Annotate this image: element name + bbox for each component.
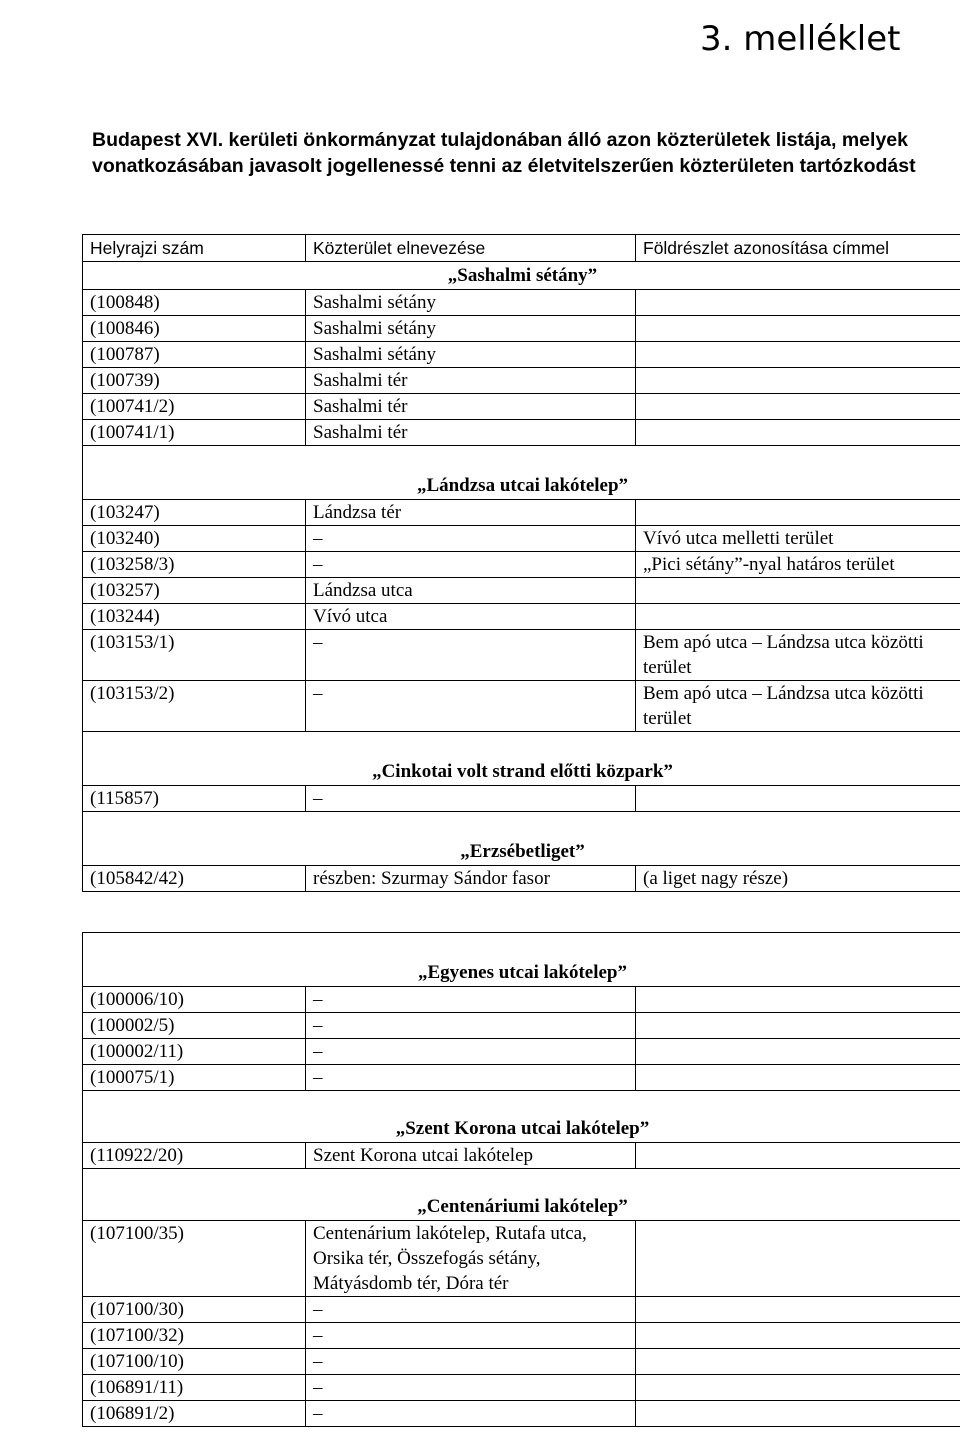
public-space-name: – bbox=[306, 987, 636, 1013]
public-space-name: Lándzsa tér bbox=[306, 500, 636, 526]
lot-number: (107100/30) bbox=[83, 1297, 306, 1323]
public-spaces-table bbox=[82, 234, 960, 892]
public-space-name: – bbox=[306, 1065, 636, 1091]
lot-number: (107100/32) bbox=[83, 1323, 306, 1349]
table-row bbox=[83, 786, 960, 812]
table-row bbox=[83, 420, 960, 446]
public-space-name: Sashalmi sétány bbox=[306, 342, 636, 368]
header-lot-number: Helyrajzi szám bbox=[83, 235, 306, 262]
lot-number: (100741/2) bbox=[83, 394, 306, 420]
table-row bbox=[83, 1013, 960, 1039]
parcel-address bbox=[636, 604, 960, 630]
section-row bbox=[83, 732, 960, 786]
section-row bbox=[83, 1169, 960, 1221]
public-space-name: – bbox=[306, 1349, 636, 1375]
table-header-row bbox=[83, 235, 960, 262]
lot-number: (100741/1) bbox=[83, 420, 306, 446]
table-row bbox=[83, 1065, 960, 1091]
header-public-space-name: Közterület elnevezése bbox=[306, 235, 636, 262]
public-space-name: – bbox=[306, 786, 636, 812]
table-row bbox=[83, 394, 960, 420]
lot-number: (115857) bbox=[83, 786, 306, 812]
parcel-address bbox=[636, 420, 960, 446]
parcel-address bbox=[636, 1349, 960, 1375]
lot-number: (105842/42) bbox=[83, 866, 306, 892]
section-row bbox=[83, 933, 960, 987]
parcel-address: „Pici sétány”-nyal határos terület bbox=[636, 552, 960, 578]
public-space-name: – bbox=[306, 1039, 636, 1065]
header-parcel-address: Földrészlet azonosítása címmel bbox=[636, 235, 960, 262]
public-space-name: Vívó utca bbox=[306, 604, 636, 630]
lot-number: (107100/10) bbox=[83, 1349, 306, 1375]
table-row bbox=[83, 342, 960, 368]
public-space-name: – bbox=[306, 1297, 636, 1323]
lot-number: (100002/11) bbox=[83, 1039, 306, 1065]
lot-number: (100006/10) bbox=[83, 987, 306, 1013]
lot-number: (103240) bbox=[83, 526, 306, 552]
lot-number: (107100/35) bbox=[83, 1221, 306, 1297]
public-space-name: – bbox=[306, 1013, 636, 1039]
section-row bbox=[83, 262, 960, 290]
section-title: „Cinkotai volt strand előtti közpark” bbox=[83, 732, 960, 786]
parcel-address bbox=[636, 290, 960, 316]
table-row bbox=[83, 866, 960, 892]
table-row bbox=[83, 681, 960, 732]
public-space-name: – bbox=[306, 1401, 636, 1427]
lot-number: (103257) bbox=[83, 578, 306, 604]
table-row bbox=[83, 1323, 960, 1349]
lot-number: (103153/1) bbox=[83, 630, 306, 681]
table-row bbox=[83, 1349, 960, 1375]
parcel-address: Bem apó utca – Lándzsa utca közötti terület bbox=[636, 681, 960, 732]
parcel-address bbox=[636, 1013, 960, 1039]
parcel-address bbox=[636, 1039, 960, 1065]
parcel-address bbox=[636, 987, 960, 1013]
table-row bbox=[83, 1221, 960, 1297]
section-title: „Centenáriumi lakótelep” bbox=[83, 1169, 960, 1221]
table-row bbox=[83, 1039, 960, 1065]
public-space-name: – bbox=[306, 1375, 636, 1401]
section-title: „Egyenes utcai lakótelep” bbox=[83, 933, 960, 987]
parcel-address bbox=[636, 1401, 960, 1427]
public-space-name: – bbox=[306, 630, 636, 681]
table-row bbox=[83, 604, 960, 630]
parcel-address bbox=[636, 1065, 960, 1091]
table-row bbox=[83, 987, 960, 1013]
lot-number: (100075/1) bbox=[83, 1065, 306, 1091]
lot-number: (103258/3) bbox=[83, 552, 306, 578]
parcel-address bbox=[636, 1221, 960, 1297]
table-row bbox=[83, 1375, 960, 1401]
table-row bbox=[83, 1297, 960, 1323]
parcel-address bbox=[636, 786, 960, 812]
public-space-name: Szent Korona utcai lakótelep bbox=[306, 1143, 636, 1169]
table-row bbox=[83, 368, 960, 394]
parcel-address: (a liget nagy része) bbox=[636, 866, 960, 892]
parcel-address bbox=[636, 1143, 960, 1169]
public-space-name: – bbox=[306, 1323, 636, 1349]
table-row bbox=[83, 290, 960, 316]
table-row bbox=[83, 1143, 960, 1169]
lot-number: (106891/11) bbox=[83, 1375, 306, 1401]
public-space-name: Lándzsa utca bbox=[306, 578, 636, 604]
lot-number: (106891/2) bbox=[83, 1401, 306, 1427]
lot-number: (100002/5) bbox=[83, 1013, 306, 1039]
public-space-name: Sashalmi tér bbox=[306, 368, 636, 394]
public-space-name: részben: Szurmay Sándor fasor bbox=[306, 866, 636, 892]
parcel-address bbox=[636, 368, 960, 394]
parcel-address bbox=[636, 1375, 960, 1401]
lot-number: (110922/20) bbox=[83, 1143, 306, 1169]
public-space-name: Sashalmi tér bbox=[306, 394, 636, 420]
annotation-text: 3. melléklet bbox=[700, 19, 901, 59]
parcel-address bbox=[636, 578, 960, 604]
public-spaces-table-continued bbox=[82, 932, 960, 1427]
lot-number: (100846) bbox=[83, 316, 306, 342]
table-row bbox=[83, 578, 960, 604]
table-row bbox=[83, 500, 960, 526]
table-row bbox=[83, 630, 960, 681]
section-title: „Lándzsa utcai lakótelep” bbox=[83, 446, 960, 500]
lot-number: (103153/2) bbox=[83, 681, 306, 732]
lot-number: (100739) bbox=[83, 368, 306, 394]
parcel-address bbox=[636, 500, 960, 526]
section-row bbox=[83, 1091, 960, 1143]
public-space-name: Sashalmi sétány bbox=[306, 316, 636, 342]
table-row bbox=[83, 316, 960, 342]
table-row bbox=[83, 552, 960, 578]
section-row bbox=[83, 446, 960, 500]
parcel-address: Vívó utca melletti terület bbox=[636, 526, 960, 552]
section-row bbox=[83, 812, 960, 866]
public-space-name: Sashalmi sétány bbox=[306, 290, 636, 316]
parcel-address bbox=[636, 316, 960, 342]
document-title: Budapest XVI. kerületi önkormányzat tulajdonában álló azon közterületek listája, melyek vonatkozásában javasolt jogellenessé tenni az életvitelszerűen közterületen tartózkodást bbox=[92, 129, 916, 177]
public-space-name: Sashalmi tér bbox=[306, 420, 636, 446]
public-space-name: Centenárium lakótelep, Rutafa utca, Orsika tér, Összefogás sétány, Mátyásdomb tér, Dóra tér bbox=[306, 1221, 636, 1297]
section-title: „Sashalmi sétány” bbox=[83, 262, 960, 290]
parcel-address: Bem apó utca – Lándzsa utca közötti terület bbox=[636, 630, 960, 681]
public-space-name: – bbox=[306, 552, 636, 578]
section-title: „Erzsébetliget” bbox=[83, 812, 960, 866]
table-row bbox=[83, 1401, 960, 1427]
public-space-name: – bbox=[306, 526, 636, 552]
lot-number: (103247) bbox=[83, 500, 306, 526]
parcel-address bbox=[636, 394, 960, 420]
lot-number: (100848) bbox=[83, 290, 306, 316]
table-row bbox=[83, 526, 960, 552]
parcel-address bbox=[636, 1297, 960, 1323]
lot-number: (100787) bbox=[83, 342, 306, 368]
lot-number: (103244) bbox=[83, 604, 306, 630]
public-space-name: – bbox=[306, 681, 636, 732]
handwritten-annotation bbox=[700, 8, 950, 68]
section-title: „Szent Korona utcai lakótelep” bbox=[83, 1091, 960, 1143]
parcel-address bbox=[636, 342, 960, 368]
parcel-address bbox=[636, 1323, 960, 1349]
